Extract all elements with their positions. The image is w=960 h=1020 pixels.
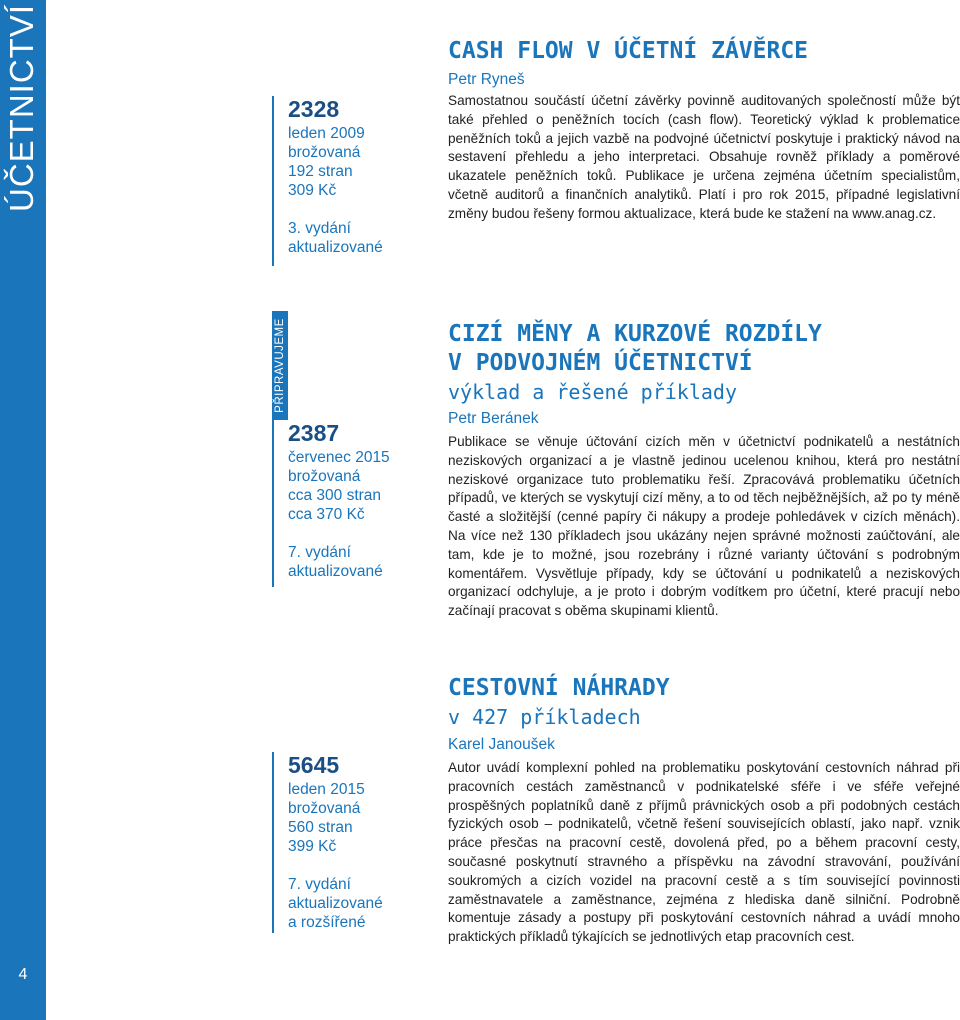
book-subtitle: výklad a řešené příklady [448, 380, 737, 404]
book-binding: brožovaná [288, 144, 361, 161]
section-sidebar [0, 0, 46, 1020]
book-edition: 3. vydání [288, 220, 351, 237]
book-binding: brožovaná [288, 468, 361, 485]
section-title: ÚČETNICTVÍ [3, 4, 40, 212]
book-binding: brožovaná [288, 800, 361, 817]
upcoming-badge-wrap [272, 311, 288, 420]
book-edition: 7. vydání [288, 876, 351, 893]
book-title-line-1: CIZÍ MĚNY A KURZOVÉ ROZDÍLY [448, 321, 822, 347]
book-date: leden 2009 [288, 125, 365, 142]
book-pages: cca 300 stran [288, 487, 382, 504]
book-description: Publikace se věnuje účtování cizích měn v účetnictví podnikatelů a nestátních neziskových organizací a je vlastně jedinou ucelenou knihou, která pro nestátní neziskové organizace tuto problematiku řeší. Zpracovává problematiku účetních případů, ve kterých se vyskytují cizí měny, a to od těch nejběžnějších, až po ty méně časté a složitější (cenné papíry či nákupy a prodeje pohledávek v cizích měnách). Na více než 130 příkladech jsou ukázány nejen správné možnosti zaúčtování, ale tam, kde je to možné, jsou rozebrány i různé varianty účtování s podrobným komentářem. Vysvětluje případy, kdy se účtování u podnikatelů a neziskových organizací odchyluje, a je proto i dobrým vodítkem pro účetní, které pracují nebo začínají pracovat s oběma skupinami klientů. [448, 434, 960, 619]
book-description: Samostatnou součástí účetní závěrky povinně auditovaných společností může být také přehled o peněžních tocích (cash flow). Teoretický výklad k problematice peněžních toků a jejich vazbě na podvojné účetnictví poskytuje i praktický návod na sestavení přehledu a jeho interpretaci. Obsahuje rovněž příklady a poměrové ukazatele peněžních toků. Publikace je určena zejména účetním specialistům, včetně auditorů a finančních analytiků. Platí i pro rok 2015, případné legislativní změny budou řešeny formou aktualizace, která bude ke stažení na www.anag.cz. [448, 93, 960, 221]
book-code: 2328 [288, 96, 340, 122]
book-entry-foreign-currencies [448, 320, 960, 621]
book-price: 309 Kč [288, 182, 337, 199]
book-description: Autor uvádí komplexní pohled na problematiku poskytování cestovních náhrad při pracovních cestách zaměstnanců v podnikatelské sféře i ve sféře veřejné prospěšných poplatníků daně z příjmů právnických osob a při podobných cestách fyzických osob – podnikatelů, včetně řešení souvisejících oblastí, jako např. vznik práce přesčas na pracovní cestě, dovolená před, po a během pracovní cesty, současné poskytnutí stravného a příspěvku na závodní stravování, používání soukromých a cizích vozidel na pracovní cestě a s tím související povinnosti zaměstnavatele a zaměstnance, zejména z hlediska daně silniční. Podrobně komentuje zásady a postupy při poskytování cestovních náhrad a uvádí mnoho praktických příkladů týkajících se jednotlivých etap pracovních cest. [448, 760, 960, 945]
upcoming-badge: PŘIPRAVUJEME [272, 311, 288, 420]
book-edition: 7. vydání [288, 544, 351, 561]
book-meta-2387 [272, 420, 402, 587]
book-edition-note: aktualizované [288, 239, 383, 256]
book-pages: 192 stran [288, 163, 353, 180]
book-edition-note: aktualizované [288, 895, 383, 912]
book-author: Petr Beránek [448, 410, 539, 427]
book-entry-cash-flow [448, 36, 960, 224]
book-title: CESTOVNÍ NÁHRADY [448, 675, 670, 701]
book-edition-note: aktualizované [288, 563, 383, 580]
book-date: červenec 2015 [288, 449, 390, 466]
book-code: 2387 [288, 420, 340, 446]
book-price: cca 370 Kč [288, 506, 365, 523]
book-code: 5645 [288, 752, 340, 778]
book-meta-5645 [272, 752, 402, 933]
book-title: CASH FLOW V ÚČETNÍ ZÁVĚRCE [448, 38, 809, 64]
book-pages: 560 stran [288, 819, 353, 836]
book-edition-note-2: a rozšířené [288, 914, 366, 931]
book-author: Petr Ryneš [448, 71, 525, 88]
book-subtitle: v 427 příkladech [448, 705, 641, 729]
book-price: 399 Kč [288, 838, 337, 855]
book-date: leden 2015 [288, 781, 365, 798]
book-title-line-2: V PODVOJNÉM ÚČETNICTVÍ [448, 350, 753, 376]
book-author: Karel Janoušek [448, 736, 555, 753]
book-entry-travel-allowances [448, 674, 960, 947]
page-number: 4 [18, 966, 28, 983]
book-meta-2328 [272, 96, 402, 266]
